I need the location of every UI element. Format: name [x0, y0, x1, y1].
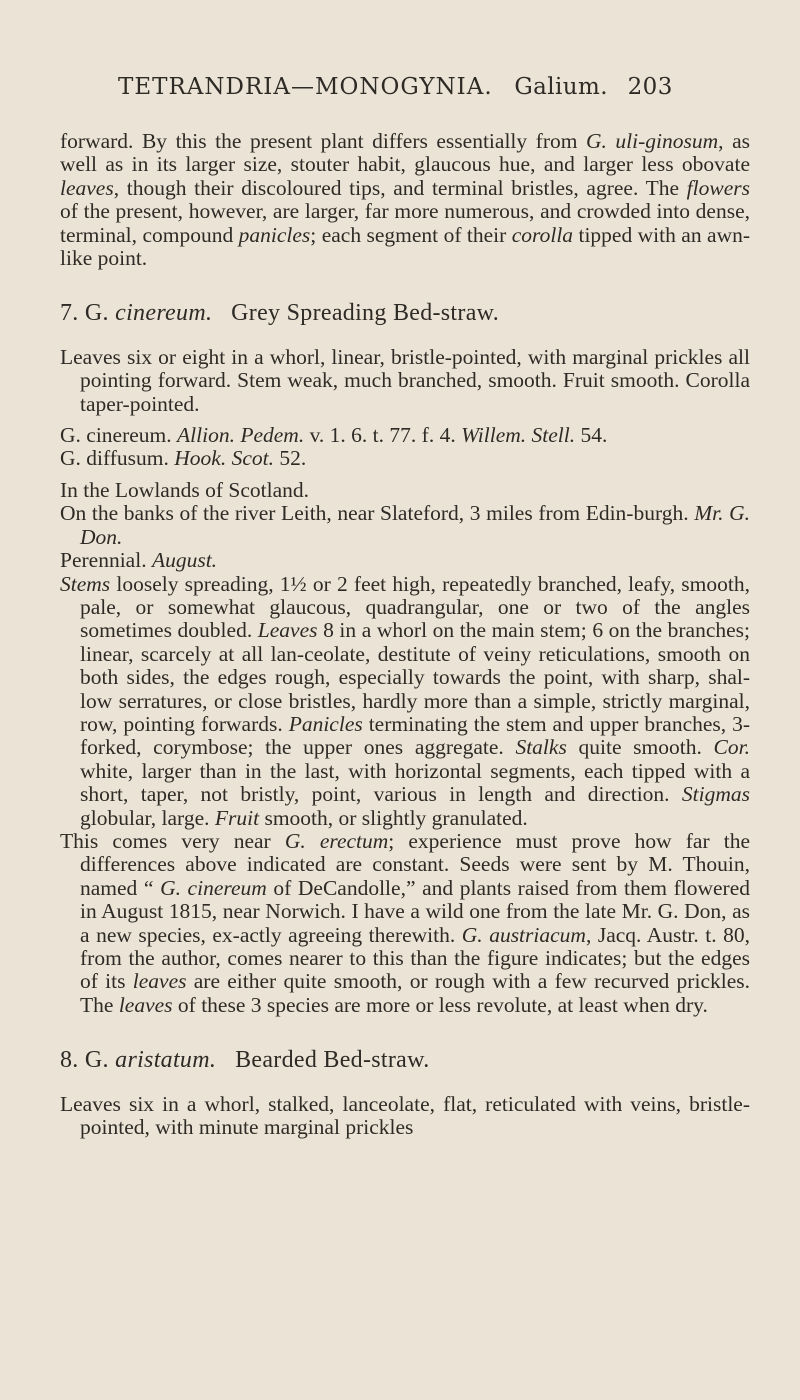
- species-7-locality: On the banks of the river Leith, near Slateford, 3 miles from Edin-burgh. Mr. G. Don.: [60, 501, 750, 549]
- species-7-description: Stems loosely spreading, 1½ or 2 feet high, repeatedly branched, leafy, smooth, pale, or somewhat glaucous, quadrangular, one or two of the angles sometimes doubled. Leaves 8 in a whorl on the main stem; 6 on the branches; linear, scarcely at all lan-ceolate, destitute of veiny reticulations, smooth on both sides, the edges rough, especially towards the point, with sharp, shal-low serratures, or close bristles, hardly more than a simple, strictly marginal, row, pointing forwards. Panicles terminating the stem and upper branches, 3-forked, corymbose; the upper ones aggregate. Stalks quite smooth. Cor. white, larger than in the last, with horizontal segments, each tipped with a short, taper, not bristly, point, various in length and direction. Stigmas globular, large. Fruit smooth, or slightly granulated.: [60, 571, 751, 830]
- species-7-diagnosis: Leaves six or eight in a whorl, linear, bristle-pointed, with marginal prickles all pointing forward. Stem weak, much branched, smooth. Fruit smooth. Corolla taper-pointed.: [60, 344, 750, 416]
- page-body: [60, 130, 750, 1139]
- species-7-habitat: In the Lowlands of Scotland.: [60, 477, 309, 502]
- species-7-synonym-1: G. cinereum. Allion. Pedem. v. 1. 6. t. 77. f. 4. Willem. Stell. 54.: [60, 423, 608, 448]
- running-title: TETRANDRIA—MONOGYNIA.: [118, 74, 493, 100]
- species-7-observations: This comes very near G. erectum; experience must prove how far the differences above indicated are constant. Seeds were sent by M. Thouin, named “ G. cinereum of DeCandolle,” and plants raised from them flowered in August 1815, near Norwich. I have a wild one from the late Mr. G. Don, as a new species, ex-actly agreeing therewith. G. austriacum, Jacq. Austr. t. 80, from the author, comes nearer to this than the figure indicates; but the edges of its leaves are either quite smooth, or rough with a few recurved prickles. The leaves of these 3 species are more or less revolute, at least when dry.: [60, 828, 750, 1017]
- species-7-synonym-2: G. diffusum. Hook. Scot. 52.: [60, 446, 307, 471]
- running-header: [118, 74, 738, 100]
- species-8-heading: 8. G. aristatum. Bearded Bed-straw.: [60, 1047, 430, 1074]
- species-7-duration: Perennial. August.: [60, 548, 218, 573]
- page-number: 203: [627, 74, 673, 100]
- species-8-diagnosis: Leaves six in a whorl, stalked, lanceolate, flat, reticulated with veins, bristle-pointed, with minute marginal prickles: [60, 1091, 750, 1140]
- header-genus: Galium.: [514, 74, 608, 100]
- species-7-heading: 7. G. cinereum. Grey Spreading Bed-straw.: [60, 300, 500, 327]
- continuation-paragraph: forward. By this the present plant differs essentially from G. uli-ginosum, as well as in its larger size, stouter habit, glaucous hue, and larger less obovate leaves, though their discoloured tips, and terminal bristles, agree. The flowers of the present, however, are larger, far more numerous, and crowded into dense, terminal, compound panicles; each segment of their corolla tipped with an awn-like point.: [60, 129, 751, 271]
